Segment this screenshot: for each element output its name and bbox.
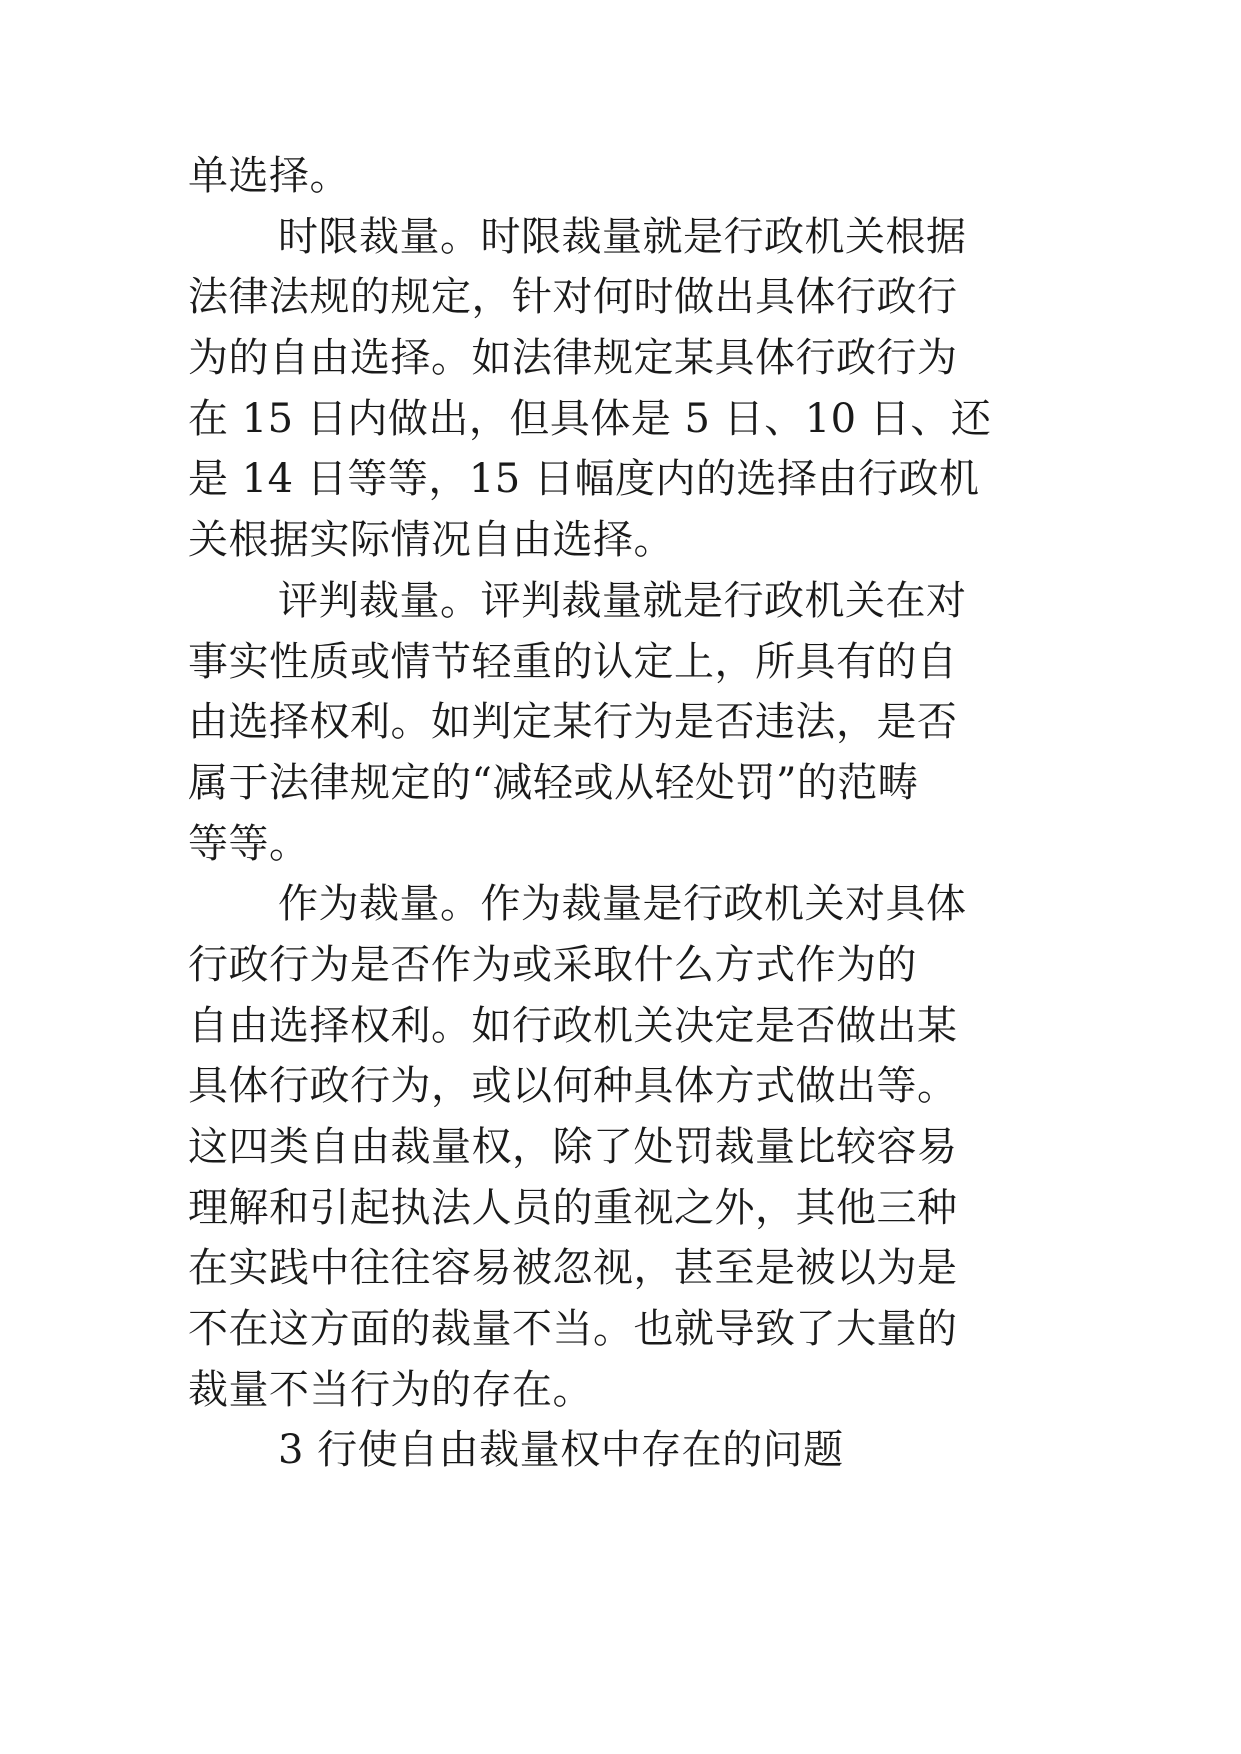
text-line-7: 关根据实际情况自由选择。 — [188, 517, 674, 564]
text-line-10: 由选择权利。如判定某行为是否违法，是否 — [188, 699, 958, 746]
text-line-11: 属于法律规定的“减轻或从轻处罚”的范畴 — [188, 759, 919, 806]
paragraph-heading-action: 作为裁量。作为裁量是行政机关对具体 — [278, 881, 967, 928]
text-line-21: 裁量不当行为的存在。 — [188, 1366, 593, 1413]
text-line-9: 事实性质或情节轻重的认定上，所具有的自 — [188, 638, 958, 685]
text-line-16: 具体行政行为，或以何种具体方式做出等。 — [188, 1063, 958, 1110]
body-text — [188, 146, 1068, 1481]
text-line-4: 为的自由选择。如法律规定某具体行政行为 — [188, 335, 958, 382]
text-line-12: 等等。 — [188, 820, 310, 867]
text-line-17: 这四类自由裁量权，除了处罚裁量比较容易 — [188, 1124, 958, 1170]
text-line-18: 理解和引起执法人员的重视之外，其他三种 — [188, 1184, 958, 1231]
text-line-1: 单选择。 — [188, 153, 350, 199]
text-line-5: 在 15 日内做出，但具体是 5 日、10 日、还 — [188, 395, 992, 442]
text-line-15: 自由选择权利。如行政机关决定是否做出某 — [188, 1002, 958, 1049]
section-heading: 3 行使自由裁量权中存在的问题 — [278, 1427, 844, 1474]
text-line-6: 是 14 日等等，15 日幅度内的选择由行政机 — [188, 456, 980, 503]
text-line-19: 在实践中往往容易被忽视，甚至是被以为是 — [188, 1245, 958, 1292]
paragraph-heading-time-limit: 时限裁量。时限裁量就是行政机关根据 — [278, 213, 967, 260]
text-line-3: 法律法规的规定，针对何时做出具体行政行 — [188, 274, 958, 321]
paragraph-heading-judgment: 评判裁量。评判裁量就是行政机关在对 — [278, 577, 967, 624]
text-line-14: 行政行为是否作为或采取什么方式作为的 — [188, 941, 917, 988]
text-line-20: 不在这方面的裁量不当。也就导致了大量的 — [188, 1306, 958, 1353]
